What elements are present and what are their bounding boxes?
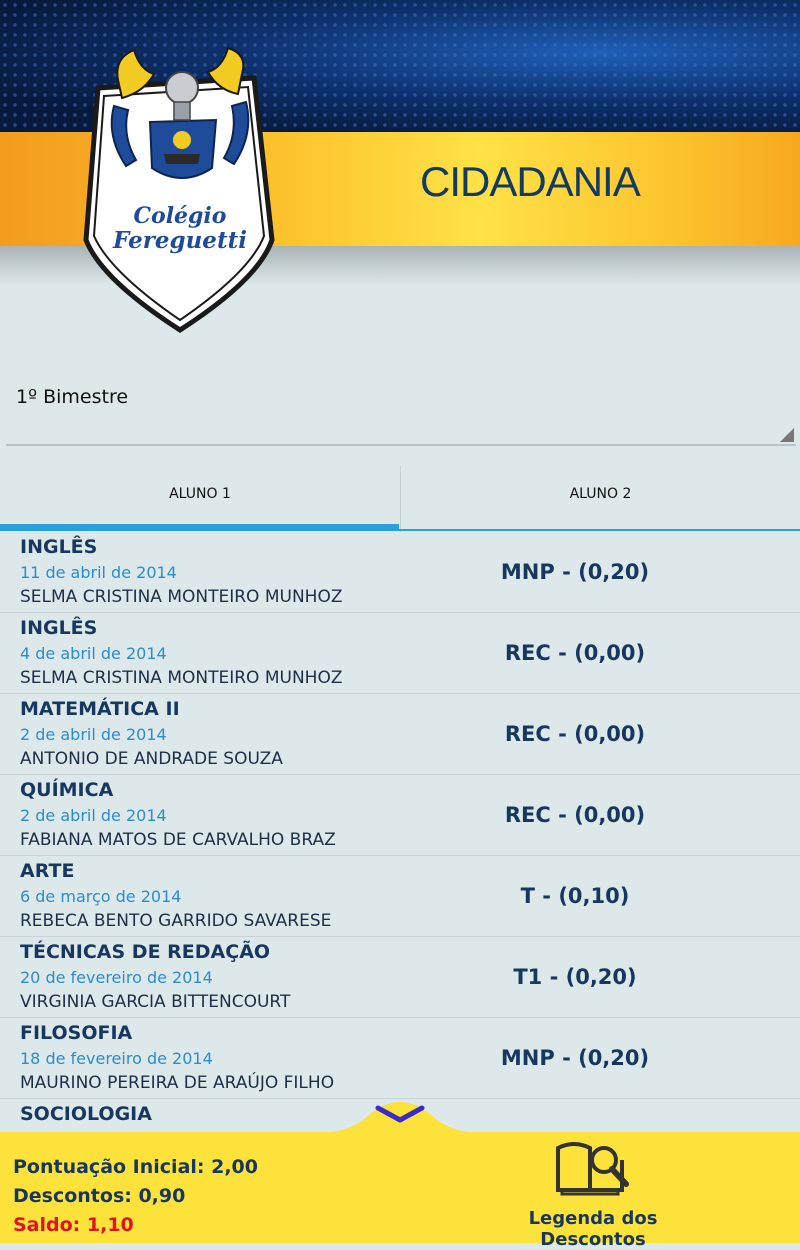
teacher: REBECA BENTO GARRIDO SAVARESE xyxy=(20,911,332,931)
initial-score: Pontuação Inicial: 2,00 xyxy=(13,1156,258,1178)
teacher: FABIANA MATOS DE CARVALHO BRAZ xyxy=(20,830,336,850)
discount-list[interactable] xyxy=(0,532,800,1132)
subject: INGLÊS xyxy=(20,536,98,558)
list-item[interactable] xyxy=(0,775,800,856)
teacher: SELMA CRISTINA MONTEIRO MUNHOZ xyxy=(20,668,343,688)
dropdown-arrow-icon xyxy=(780,428,794,442)
list-item[interactable] xyxy=(0,856,800,937)
legend-button-label[interactable]: Legenda dos Descontos xyxy=(528,1208,658,1250)
teacher: SELMA CRISTINA MONTEIRO MUNHOZ xyxy=(20,587,343,607)
subject: INGLÊS xyxy=(20,617,98,639)
list-item[interactable] xyxy=(0,532,800,613)
active-tab-indicator xyxy=(0,524,399,531)
subject: ARTE xyxy=(20,860,75,882)
discount-code: T - (0,10) xyxy=(520,884,630,908)
date: 2 de abril de 2014 xyxy=(20,806,167,825)
teacher: MAURINO PEREIRA DE ARAÚJO FILHO xyxy=(20,1073,335,1093)
list-item[interactable] xyxy=(0,1018,800,1099)
teacher: VIRGINIA GARCIA BITTENCOURT xyxy=(20,992,291,1012)
book-magnifier-icon[interactable] xyxy=(554,1138,634,1196)
date: 18 de fevereiro de 2014 xyxy=(20,1049,213,1068)
discount-code: T1 - (0,20) xyxy=(513,965,637,989)
date: 20 de fevereiro de 2014 xyxy=(20,968,213,987)
list-item[interactable] xyxy=(0,937,800,1018)
date: 4 de abril de 2014 xyxy=(20,644,167,663)
discounts-total: Descontos: 0,90 xyxy=(13,1185,186,1207)
student-tabs xyxy=(0,466,800,532)
tab-underline xyxy=(399,529,800,531)
expand-footer-toggle[interactable] xyxy=(310,1096,490,1136)
teacher: ANTONIO DE ANDRADE SOUZA xyxy=(20,749,283,769)
discount-code: MNP - (0,20) xyxy=(500,560,650,584)
period-select-value: 1º Bimestre xyxy=(16,386,129,408)
list-item[interactable] xyxy=(0,613,800,694)
period-select[interactable] xyxy=(6,372,796,446)
logo-text-line2: Fereguetti xyxy=(113,227,247,254)
school-crest-logo xyxy=(78,40,278,335)
tab-aluno-1[interactable]: ALUNO 1 xyxy=(169,486,231,502)
list-item[interactable] xyxy=(0,694,800,775)
subject: MATEMÁTICA II xyxy=(20,698,180,720)
tab-aluno-2[interactable]: ALUNO 2 xyxy=(400,466,800,532)
discount-code: REC - (0,00) xyxy=(504,641,646,665)
logo-text-line1: Colégio xyxy=(133,203,227,229)
subject: QUÍMICA xyxy=(20,779,114,801)
date: 2 de abril de 2014 xyxy=(20,725,167,744)
date: 6 de março de 2014 xyxy=(20,887,182,906)
balance: Saldo: 1,10 xyxy=(13,1214,134,1236)
discount-code: MNP - (0,20) xyxy=(500,1046,650,1070)
page-title: CIDADANIA xyxy=(420,158,640,205)
date: 11 de abril de 2014 xyxy=(20,563,177,582)
subject: SOCIOLOGIA xyxy=(20,1103,152,1125)
discount-code: REC - (0,00) xyxy=(504,803,646,827)
subject: FILOSOFIA xyxy=(20,1022,133,1044)
discount-code: REC - (0,00) xyxy=(504,722,646,746)
subject: TÉCNICAS DE REDAÇÃO xyxy=(20,941,271,963)
